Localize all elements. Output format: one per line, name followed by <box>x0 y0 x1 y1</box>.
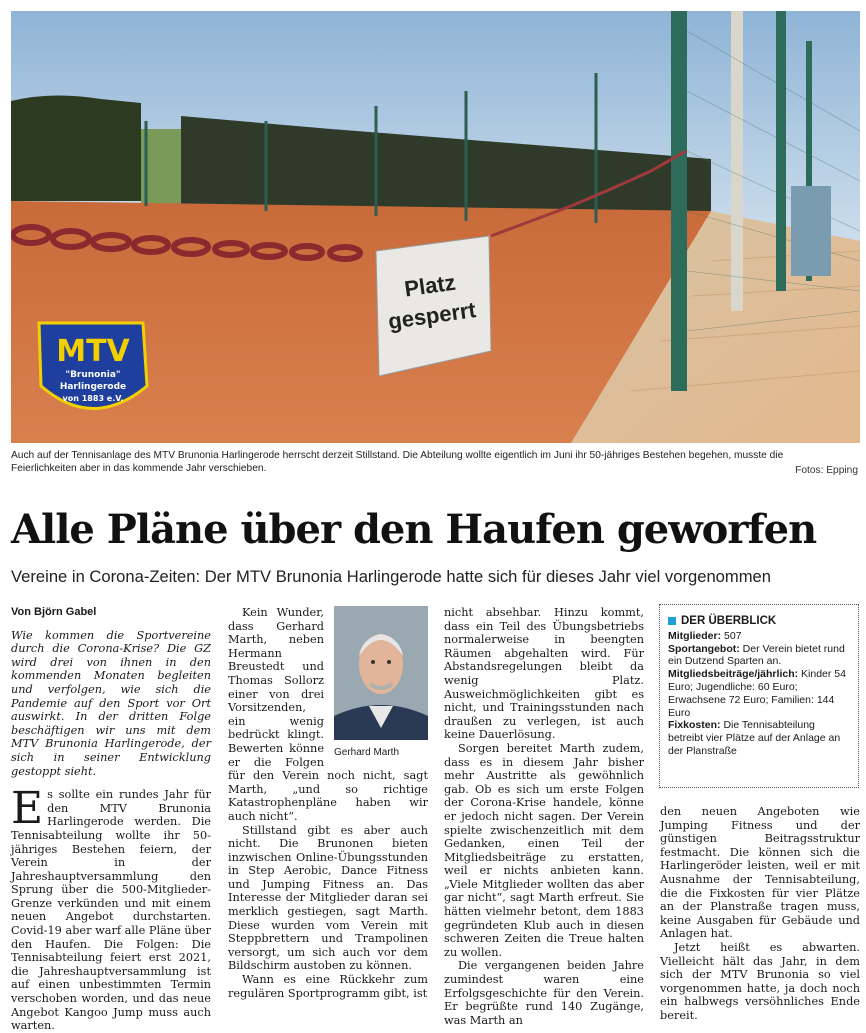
closed-sign <box>376 236 491 376</box>
overview-members: Mitglieder: 507 <box>668 629 742 642</box>
storage-box <box>791 186 831 276</box>
body-paragraph: nicht absehbar. Hinzu kommt, dass ein Teil des Übungsbetriebs normalerweise in beengten Räumen abgehalten wird. Für Abstandsregelungen bleibt da wenig Platz. Ausweichmöglichkeiten gibt es nicht, und Trainingsstunden nach draußen zu verlegen, ist auch keine Dauerlösung. <box>444 606 644 742</box>
subheadline: Vereine in Corona-Zeiten: Der MTV Brunonia Harlingerode hatte sich für dieses Jahr viel vorgenommen <box>11 567 771 586</box>
svg-text:"Brunonia": "Brunonia" <box>65 370 121 380</box>
headline: Alle Pläne über den Haufen geworfen <box>11 506 817 553</box>
hedge-left <box>11 95 141 201</box>
fence-post-far <box>776 11 786 291</box>
body-paragraph: Sorgen bereitet Marth zudem, dass es in diesem Jahr bisher mehr Austritte als gewöhnlich gab. Ob es sich um erste Folgen der Corona-Krise handele, könne er jedoch nicht sagen. Der Verein spielte zwischenzeitlich mit dem Gedanken, einen Teil der Mitgliedsbeiträge zu erstatten, weil er nichts anbieten kann. „Viele Mitglieder wollten das aber gar nicht“, sagt Marth erfreut. Sie hätten vielmehr betont, dem 1883 gegründeten Klub auch in diesen schweren Zeiten die Treue halten zu wollen. <box>444 741 644 959</box>
fence-post-near <box>671 11 687 391</box>
portrait-photo <box>334 606 428 740</box>
fence-post-white <box>731 11 743 311</box>
svg-text:MTV: MTV <box>56 334 130 369</box>
portrait-caption: Gerhard Marth <box>334 747 400 758</box>
body-paragraph: den neuen Angeboten wie Jumping Fitness und der günstigen Beitragsstruktur festmacht. Die können sich die Harlingeröder leisten, weil er mit Ausnahme der Tennisabteilung, die die Fixkosten für vier Plätze an der Planstraße tragen muss, keine Ausgaben für Gebäude und Anlagen hat. <box>660 805 860 941</box>
column-3 <box>444 606 644 1027</box>
body-paragraph: Die vergangenen beiden Jahre zumindest waren eine Erfolgsgeschichte für den Verein. Er begrüßte rund 140 Zugänge, was Marth an <box>444 959 644 1027</box>
photo-caption-main: Auch auf der Tennisanlage des MTV Brunonia Harlingerode herrscht derzeit Stillstand. Die Abteilung wollte eigentlich im Juni ihr 50-jähriges Bestehen begehen, musste die Feierlichkeiten aber in das kommende Jahr verschieben. <box>11 450 784 474</box>
photo-credit: Fotos: Epping <box>795 465 858 476</box>
svg-text:Harlingerode: Harlingerode <box>59 382 127 392</box>
body-text: s sollte ein rundes Jahr für den MTV Brunonia Harlingerode werden. Die Tennisabteilung wollte ihr 50-jähriges Bestehen feiern, der Verein in der Jahreshauptversammlung den Sprung über die 500-Mitglieder-Grenze verkünden und mit einem neuen Angebot durchstarten. Covid-19 aber warf alle Pläne über den Haufen. Die Folgen: Die Tennisabteilung feiert erst 2021, die Jahreshauptversammlung ist auf einen unbestimmten Termin verschoben worden, und das neue Angebot Kangoo Jump muss auch warten. <box>11 788 212 1033</box>
overview-title <box>668 615 850 628</box>
body-paragraph: Wann es eine Rückkehr zum regulären Sportprogramm gibt, ist <box>228 973 428 1000</box>
hero-photo <box>11 11 860 443</box>
svg-text:Platz: Platz <box>402 269 458 302</box>
body-paragraph: Stillstand gibt es aber auch nicht. Die Brunonen bieten inzwischen Online-Übungsstunden in Step Aerobic, Dance Fitness und Jumping Fitness an. Das Interesse der Mitglieder daran sei merklich gestiegen, sagt Marth. Diese wurden vom Verein mit Steppbrettern und Trampolinen versorgt, um sich auch vor dem Bildschirm austoben zu können. <box>228 823 428 973</box>
svg-text:gesperrt: gesperrt <box>386 297 478 335</box>
overview-box <box>659 604 859 788</box>
overview-title-text: DER ÜBERBLICK <box>681 615 777 627</box>
overview-costs: Fixkosten: Die Tennisabteilung betreibt vier Plätze auf der Anlage an der Planstraße <box>668 719 841 757</box>
column-4 <box>660 805 860 1023</box>
mtv-logo <box>39 323 147 409</box>
body-paragraph: Jetzt heißt es abwarten. Vielleicht hält das Jahr, in dem sich der MTV Brunonia so viel vorgenommen hatte, ja doch noch ein halbwegs versöhnliches Ende bereit. <box>660 940 860 1022</box>
svg-text:von 1883 e.V.: von 1883 e.V. <box>62 394 124 403</box>
body-paragraph: Kein Wunder, dass Gerhard Marth, neben Hermann Breustedt und Thomas Sollorz einer von drei Vorsitzenden, ein wenig bedrückt klingt. Bewerten könne er die Folgen für den Verein noch nicht, sagt Marth, „und so richtige Katastrophenpläne haben wir auch nicht“. <box>228 606 428 823</box>
body-paragraph <box>11 783 212 1033</box>
lead-paragraph: Wie kommen die Sportvereine durch die Corona-Krise? Die GZ wird drei von ihnen in den kommenden Monaten begleiten und verfolgen, wie sich die Pandemie auf den Sport vor Ort auswirkt. In der dritten Folge beschäftigen wir uns mit dem MTV Brunonia Harlingerode, der sich in seiner Entwicklung gestoppt sieht. <box>11 628 211 778</box>
drop-cap: E <box>11 783 44 835</box>
overview-fees: Mitgliedsbeiträge/jährlich: Kinder 54 Euro; Jugendliche: 60 Euro; Erwachsene 72 Euro; Familien: 144 Euro <box>668 668 846 719</box>
column-1 <box>11 606 211 1033</box>
overview-offer: Sportangebot: Der Verein bietet rund ein Dutzend Sparten an. <box>668 642 845 668</box>
author: Von Björn Gabel <box>11 606 97 618</box>
square-icon <box>668 617 676 625</box>
